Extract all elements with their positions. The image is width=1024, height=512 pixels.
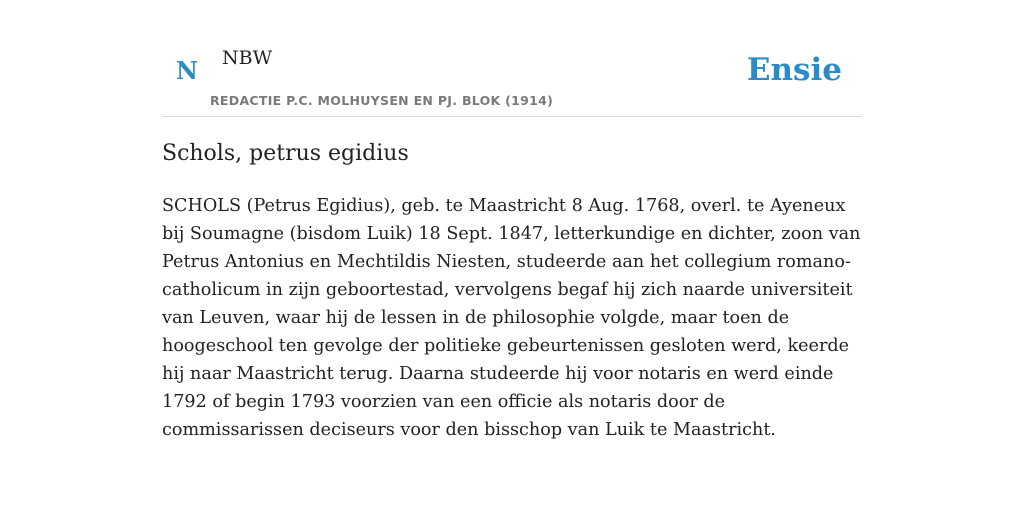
- article-body: SCHOLS (Petrus Egidius), geb. te Maastricht 8 Aug. 1768, overl. te Ayeneux bij Soumagne (bisdom Luik) 18 Sept. 1847, letterkundige en dichter, zoon van Petrus Antonius en Mechtildis Niesten, studeerde aan het collegium romano-catholicum in zijn geboortestad, vervolgens begaf hij zich naarde universiteit van Leuven, waar hij de lessen in de philosophie volgde, maar toen de hoogeschool ten gevolge der politieke gebeurtenissen gesloten werd, keerde hij naar Maastricht terug. Daarna studeerde hij voor notaris en werd einde 1792 of begin 1793 voorzien van een officie als notaris door de commissarissen deciseurs voor den bisschop van Luik te Maastricht.: [162, 196, 861, 440]
- page-header: [162, 0, 862, 117]
- article-title: Schols, petrus egidius: [162, 141, 409, 166]
- site-logo[interactable]: Ensie: [746, 52, 842, 88]
- publication-logo-mark[interactable]: N: [176, 56, 198, 85]
- publication-abbreviation[interactable]: NBW: [222, 47, 273, 69]
- publication-editors: REDACTIE P.C. MOLHUYSEN EN PJ. BLOK (1914): [210, 93, 554, 108]
